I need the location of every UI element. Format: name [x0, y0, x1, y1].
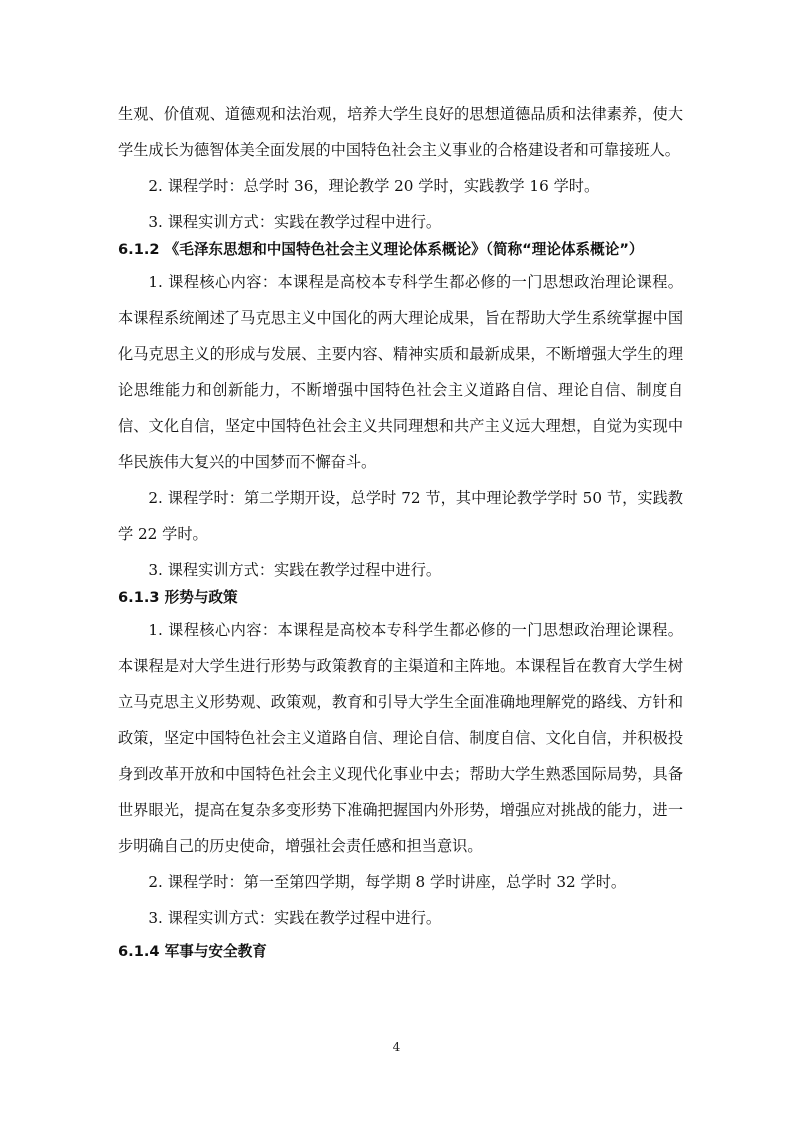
section-6-1-3-core-content: 1. 课程核心内容：本课程是高校本专科学生都必修的一门思想政治理论课程。本课程是对大学生进行形势与政策教育的主渠道和主阵地。本课程旨在教育大学生树立马克思主义形势观、政策观，教育和引导大学生全面准确地理解党的路线、方针和政策，坚定中国特色社会主义道路自信、理论自信、制度自信、文化自信，并积极投身到改革开放和中国特色社会主义现代化事业中去；帮助大学生熟悉国际局势，具备世界眼光，提高在复杂多变形势下准确把握国内外形势，增强应对挑战的能力，进一步明确自己的历史使命，增强社会责任感和担当意识。	[118, 621, 683, 855]
section-heading-6-1-4: 6.1.4 军事与安全教育	[118, 943, 267, 960]
section-6-1-3-hours: 2. 课程学时：第一至第四学期，每学期 8 学时讲座，总学时 32 学时。	[148, 873, 627, 891]
section-heading-6-1-2: 6.1.2 《毛泽东思想和中国特色社会主义理论体系概论》（简称“理论体系概论”）	[118, 241, 644, 258]
section-6-1-2-training: 3. 课程实训方式：实践在教学过程中进行。	[148, 561, 442, 579]
document-page	[118, 96, 683, 966]
section-heading-6-1-3: 6.1.3 形势与政策	[118, 589, 238, 606]
intro-hours: 2. 课程学时：总学时 36，理论教学 20 学时，实践教学 16 学时。	[148, 177, 600, 195]
intro-training: 3. 课程实训方式：实践在教学过程中进行。	[148, 213, 442, 231]
section-6-1-3-training: 3. 课程实训方式：实践在教学过程中进行。	[148, 909, 442, 927]
section-6-1-2-hours: 2. 课程学时：第二学期开设，总学时 72 节，其中理论教学学时 50 节，实践教学 22 学时。	[118, 489, 683, 543]
intro-paragraph: 生观、价值观、道德观和法治观，培养大学生良好的思想道德品质和法律素养，使大学生成长为德智体美全面发展的中国特色社会主义事业的合格建设者和可靠接班人。	[118, 105, 683, 159]
section-6-1-2-core-content: 1. 课程核心内容：本课程是高校本专科学生都必修的一门思想政治理论课程。本课程系统阐述了马克思主义中国化的两大理论成果，旨在帮助大学生系统掌握中国化马克思主义的形成与发展、主要内容、精神实质和最新成果，不断增强大学生的理论思维能力和创新能力，不断增强中国特色社会主义道路自信、理论自信、制度自信、文化自信，坚定中国特色社会主义共同理想和共产主义远大理想，自觉为实现中华民族伟大复兴的中国梦而不懈奋斗。	[118, 273, 683, 471]
page-number: 4	[392, 1040, 401, 1054]
